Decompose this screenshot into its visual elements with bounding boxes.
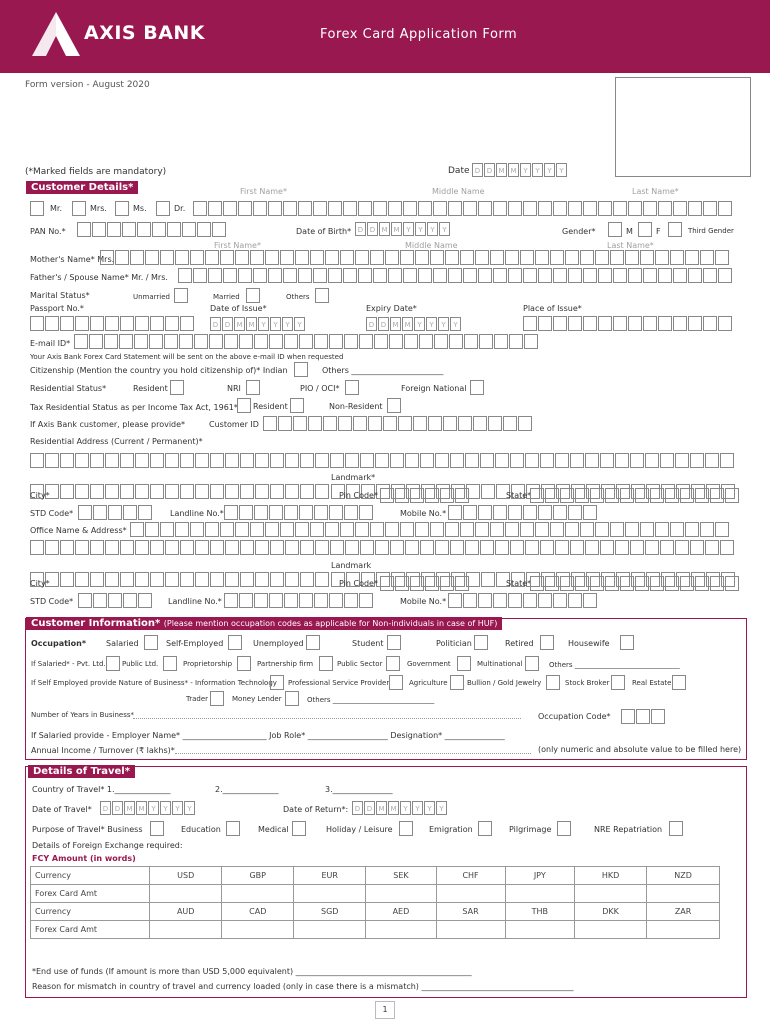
res-address-row1[interactable] — [30, 453, 735, 468]
self-trader: Trader — [186, 695, 209, 703]
table-cell: CAD — [222, 903, 294, 921]
res-resident: Resident — [133, 384, 168, 393]
country3: 3._______________ — [325, 785, 393, 794]
citizenship-label: Citizenship (Mention the country you hold citizenship of)* Indian — [30, 366, 288, 375]
professional-checkbox[interactable] — [389, 675, 403, 690]
occ-unemployed: Unemployed — [253, 639, 304, 648]
marital-others-checkbox[interactable] — [315, 288, 329, 303]
return-date-boxes[interactable]: D D M M Y Y Y Y — [352, 801, 448, 815]
middle-name-hint: Middle Name — [432, 187, 485, 196]
mismatch-label: Reason for mismatch in country of travel and currency loaded (only in case there is a mismatch) ______________________________________ — [32, 982, 574, 991]
table-cell: GBP — [222, 867, 294, 885]
sal-public-sector: Public Sector — [337, 660, 383, 668]
occ-salaried: Salaried — [106, 639, 139, 648]
government-checkbox[interactable] — [457, 656, 471, 671]
moneylender-checkbox[interactable] — [285, 691, 299, 706]
occ-housewife-checkbox[interactable] — [620, 635, 634, 650]
dob-label: Date of Birth* — [296, 227, 352, 236]
self-bullion: Bullion / Gold Jewelry — [467, 679, 542, 687]
purpose-medical: Medical — [258, 825, 289, 834]
customer-info-title: Customer Information* — [31, 618, 161, 629]
checkbox[interactable] — [156, 201, 170, 216]
marital-label: Marital Status* — [30, 291, 90, 300]
expiry-label: Expiry Date* — [366, 304, 417, 313]
travel-date-boxes[interactable]: D D M M Y Y Y Y — [100, 801, 196, 815]
gender-m-checkbox[interactable] — [608, 222, 622, 237]
income-label: Annual Income / Turnover (₹ lakhs)* — [31, 746, 175, 755]
bank-name: AXIS BANK — [84, 22, 206, 44]
table-cell: ZAR — [647, 903, 720, 921]
form-version: Form version - August 2020 — [25, 80, 150, 90]
sal-proprietorship: Proprietorship — [183, 660, 233, 668]
middle-name-hint: Middle Name — [405, 241, 458, 250]
office-pin-label: Pin Code* — [339, 579, 378, 588]
purpose-label: Purpose of Travel* Business — [32, 825, 143, 834]
passport-boxes[interactable] — [30, 316, 195, 331]
sal-others: Others ______________________________ — [549, 661, 680, 669]
res-nri-checkbox[interactable] — [246, 380, 260, 395]
res-pio: PIO / OCI* — [300, 384, 340, 393]
tax-resident-checkbox[interactable] — [290, 398, 304, 413]
mother-name-label: Mother's Name* Mrs. — [30, 255, 115, 264]
date-boxes[interactable] — [472, 163, 568, 177]
purpose-holiday: Holiday / Leisure — [326, 825, 393, 834]
res-address-row2[interactable] — [30, 484, 330, 499]
landmark2-label: Landmark — [331, 561, 372, 570]
years-label: Number of Years in Business* — [31, 711, 134, 719]
office-mobile-boxes[interactable] — [448, 593, 598, 608]
table-cell: Currency — [31, 903, 150, 921]
customer-info-heading — [26, 617, 502, 630]
issue-date-label: Date of Issue* — [210, 304, 267, 313]
nre-checkbox[interactable] — [669, 821, 683, 836]
it-checkbox[interactable] — [270, 675, 284, 690]
email-label: E-mail ID* — [30, 339, 71, 348]
city-label: City* — [30, 491, 50, 500]
occ-housewife: Housewife — [568, 639, 610, 648]
sal-government: Government — [407, 660, 451, 668]
business-checkbox[interactable] — [150, 821, 164, 836]
office-row2[interactable] — [30, 572, 330, 587]
date-box[interactable]: Y — [520, 163, 531, 177]
page-number: 1 — [375, 1001, 395, 1019]
office-city-label: City* — [30, 579, 50, 588]
table-cell: CHF — [436, 867, 505, 885]
occ-salaried-checkbox[interactable] — [144, 635, 158, 650]
title-mr: Mr. — [50, 204, 62, 213]
office-pin-boxes[interactable] — [380, 576, 470, 591]
email-boxes[interactable] — [74, 334, 539, 349]
header-banner — [0, 0, 770, 73]
existing-customer-label: If Axis Bank customer, please provide* — [30, 420, 186, 429]
unmarried-checkbox[interactable] — [174, 288, 188, 303]
res-address-label: Residential Address (Current / Permanent)* — [30, 437, 203, 446]
mobile-boxes[interactable] — [448, 505, 598, 520]
stockbroker-checkbox[interactable] — [611, 675, 625, 690]
fx-table — [30, 866, 720, 939]
table-cell: SAR — [436, 903, 505, 921]
fx-row-amount-2[interactable] — [31, 921, 720, 939]
res-foreign: Foreign National — [401, 384, 467, 393]
gender-f-checkbox[interactable] — [638, 222, 652, 237]
purpose-emigration: Emigration — [429, 825, 473, 834]
pvt-ltd-checkbox[interactable] — [106, 656, 120, 671]
landmark-label: Landmark* — [331, 473, 376, 482]
income-note: (only numeric and absolute value to be filled here) — [538, 745, 742, 754]
customer-details-heading: Customer Details* — [26, 181, 138, 194]
table-cell: THB — [505, 903, 574, 921]
table-cell: JPY — [505, 867, 574, 885]
public-sector-checkbox[interactable] — [386, 656, 400, 671]
travel-date-label: Date of Travel* — [32, 805, 92, 814]
customer-id-boxes[interactable] — [263, 416, 533, 431]
purpose-nre: NRE Repatriation — [594, 825, 663, 834]
tax-blank-checkbox[interactable] — [237, 398, 251, 413]
self-agriculture: Agriculture — [409, 679, 448, 687]
married-checkbox[interactable] — [246, 288, 260, 303]
checkbox[interactable] — [30, 201, 44, 216]
agriculture-checkbox[interactable] — [450, 675, 464, 690]
fx-required-label: Details of Foreign Exchange required: — [32, 841, 183, 850]
table-cell: Forex Card Amt — [31, 921, 150, 939]
father-name-boxes[interactable] — [178, 268, 733, 283]
occ-retired-checkbox[interactable] — [540, 635, 554, 650]
title-ms: Ms. — [133, 204, 147, 213]
checkbox[interactable] — [72, 201, 86, 216]
last-name-hint: Last Name* — [607, 241, 654, 250]
gender-label: Gender* — [562, 227, 596, 236]
purpose-education: Education — [181, 825, 221, 834]
date-box[interactable]: Y — [532, 163, 543, 177]
first-name-hint: First Name* — [214, 241, 261, 250]
occ-unemployed-checkbox[interactable] — [306, 635, 320, 650]
marital-unmarried: Unmarried — [133, 293, 170, 301]
office-row0[interactable] — [130, 522, 730, 537]
state-boxes[interactable] — [530, 488, 740, 503]
table-cell: SEK — [366, 867, 436, 885]
date-label: Date — [448, 166, 470, 176]
fx-row-currency-2 — [31, 903, 720, 921]
res-nri: NRI — [227, 384, 241, 393]
axis-bank-logo-icon — [32, 12, 80, 56]
fx-row-currency-1 — [31, 867, 720, 885]
indian-checkbox[interactable] — [294, 362, 308, 377]
date-box[interactable]: M — [508, 163, 519, 177]
partnership-checkbox[interactable] — [319, 656, 333, 671]
father-name-label: Father's / Spouse Name* Mr. / Mrs. — [30, 273, 168, 282]
pin-label: Pin Code* — [339, 491, 378, 500]
landline-boxes[interactable] — [224, 505, 374, 520]
table-cell: AUD — [150, 903, 222, 921]
marital-others: Others — [286, 293, 310, 301]
table-cell: SGD — [294, 903, 366, 921]
country-label: Country of Travel* 1.______________ — [32, 785, 171, 794]
date-box[interactable]: Y — [556, 163, 567, 177]
office-landline-boxes[interactable] — [224, 593, 374, 608]
pan-label: PAN No.* — [30, 227, 66, 236]
years-line[interactable] — [133, 718, 521, 719]
table-cell: NZD — [647, 867, 720, 885]
proprietorship-checkbox[interactable] — [237, 656, 251, 671]
title-mrs: Mrs. — [90, 204, 107, 213]
gender-third: Third Gender — [688, 227, 734, 235]
occ-code-boxes[interactable] — [621, 709, 666, 724]
office-landline-label: Landline No.* — [168, 597, 222, 606]
bullion-checkbox[interactable] — [546, 675, 560, 690]
customer-id-label: Customer ID — [209, 420, 259, 429]
emigration-checkbox[interactable] — [478, 821, 492, 836]
checkbox[interactable] — [115, 201, 129, 216]
realestate-checkbox[interactable] — [672, 675, 686, 690]
self-stockbroker: Stock Broker — [565, 679, 610, 687]
travel-heading: Details of Travel* — [28, 765, 135, 778]
pan-boxes[interactable] — [77, 222, 227, 237]
tax-status-label: Tax Residential Status as per Income Tax Act, 1961* — [30, 403, 238, 412]
multinational-checkbox[interactable] — [525, 656, 539, 671]
occ-self: Self-Employed — [166, 639, 224, 648]
std-boxes[interactable] — [78, 505, 153, 520]
table-cell: DKK — [574, 903, 646, 921]
office-std-label: STD Code* — [30, 597, 74, 606]
mobile-label: Mobile No.* — [400, 509, 447, 518]
occ-student-checkbox[interactable] — [387, 635, 401, 650]
mandatory-note: (*Marked fields are mandatory) — [25, 167, 167, 177]
education-checkbox[interactable] — [226, 821, 240, 836]
last-name-hint: Last Name* — [632, 187, 679, 196]
table-cell: Currency — [31, 867, 150, 885]
occ-self-checkbox[interactable] — [228, 635, 242, 650]
occ-politician: Politician — [436, 639, 472, 648]
occ-code-label: Occupation Code* — [538, 712, 611, 721]
passport-label: Passport No.* — [30, 304, 84, 313]
res-pio-checkbox[interactable] — [345, 380, 359, 395]
tax-nonresident: Non-Resident — [329, 402, 383, 411]
pilgrimage-checkbox[interactable] — [557, 821, 571, 836]
office-state-boxes[interactable] — [530, 576, 740, 591]
sal-public: Public Ltd. — [122, 660, 159, 668]
citizenship-others: Others _______________________ — [322, 366, 444, 375]
employer-label: If Salaried provide - Employer Name* _____________________ Job Role* ____________________ Designation* _______________ — [31, 731, 505, 740]
name-boxes[interactable] — [193, 201, 733, 216]
self-professional: Professional Service Provider — [288, 679, 390, 687]
tax-nonresident-checkbox[interactable] — [387, 398, 401, 413]
trader-checkbox[interactable] — [210, 691, 224, 706]
self-moneylender: Money Lender — [232, 695, 282, 703]
table-cell: Forex Card Amt — [31, 885, 150, 903]
marital-married: Married — [213, 293, 240, 301]
if-self-label: If Self Employed provide Nature of Business* - Information Technology — [31, 679, 277, 687]
office-std-boxes[interactable] — [78, 593, 153, 608]
gender-m: M — [626, 227, 633, 236]
email-note: Your Axis Bank Forex Card Statement will be sent on the above e-mail ID when requested — [30, 353, 344, 361]
date-box[interactable]: Y — [544, 163, 555, 177]
occ-politician-checkbox[interactable] — [474, 635, 488, 650]
office-state-label: State* — [506, 579, 532, 588]
if-salaried-label: If Salaried* - Pvt. Ltd. — [31, 660, 106, 668]
country2: 2.______________ — [215, 785, 279, 794]
table-cell: USD — [150, 867, 222, 885]
date-box[interactable]: D — [472, 163, 483, 177]
sal-partnership: Partnership firm — [257, 660, 314, 668]
std-label: STD Code* — [30, 509, 74, 518]
gender-third-checkbox[interactable] — [668, 222, 682, 237]
public-ltd-checkbox[interactable] — [163, 656, 177, 671]
pin-boxes[interactable] — [380, 488, 470, 503]
table-cell: EUR — [294, 867, 366, 885]
title-dr: Dr. — [174, 204, 186, 213]
issue-date-boxes[interactable]: D D M M Y Y Y Y — [210, 317, 306, 331]
self-others: Others _____________________________ — [307, 696, 435, 704]
fx-row-amount-1[interactable] — [31, 885, 720, 903]
self-realestate: Real Estate — [632, 679, 672, 687]
purpose-pilgrimage: Pilgrimage — [509, 825, 552, 834]
occupation-label: Occupation* — [31, 639, 87, 648]
holiday-checkbox[interactable] — [399, 821, 413, 836]
customer-info-subtitle: (Please mention occupation codes as applicable for Non-individuals in case of HUF) — [163, 619, 498, 628]
dob-boxes[interactable]: D D M M Y Y Y Y — [355, 222, 451, 236]
expiry-boxes[interactable]: D D M M Y Y Y Y — [366, 317, 462, 331]
date-box[interactable]: D — [484, 163, 495, 177]
fcy-label: FCY Amount (in words) — [32, 854, 136, 863]
occ-student: Student — [352, 639, 384, 648]
res-resident-checkbox[interactable] — [170, 380, 184, 395]
tax-resident: Resident — [253, 402, 288, 411]
first-name-hint: First Name* — [240, 187, 287, 196]
title-checkboxes[interactable] — [30, 201, 45, 216]
income-line[interactable] — [175, 753, 531, 754]
sal-multinational: Multinational — [477, 660, 523, 668]
gender-f: F — [656, 227, 661, 236]
table-cell: HKD — [574, 867, 646, 885]
date-box[interactable]: M — [496, 163, 507, 177]
place-boxes[interactable] — [523, 316, 733, 331]
occ-retired: Retired — [505, 639, 534, 648]
mother-name-boxes[interactable] — [100, 250, 730, 265]
end-use-label: *End use of funds (If amount is more than USD 5,000 equivalent) ____________________________________________ — [32, 967, 472, 976]
form-title: Forex Card Application Form — [320, 27, 518, 42]
photo-box[interactable] — [615, 77, 751, 177]
medical-checkbox[interactable] — [292, 821, 306, 836]
state-label: State* — [506, 491, 532, 500]
office-row1[interactable] — [30, 540, 735, 555]
office-mobile-label: Mobile No.* — [400, 597, 447, 606]
place-of-issue-label: Place of Issue* — [523, 304, 582, 313]
office-label: Office Name & Address* — [30, 526, 127, 535]
table-cell: AED — [366, 903, 436, 921]
landline-label: Landline No.* — [170, 509, 224, 518]
res-foreign-checkbox[interactable] — [470, 380, 484, 395]
return-date-label: Date of Return*: — [283, 805, 349, 814]
res-status-label: Residential Status* — [30, 384, 107, 393]
